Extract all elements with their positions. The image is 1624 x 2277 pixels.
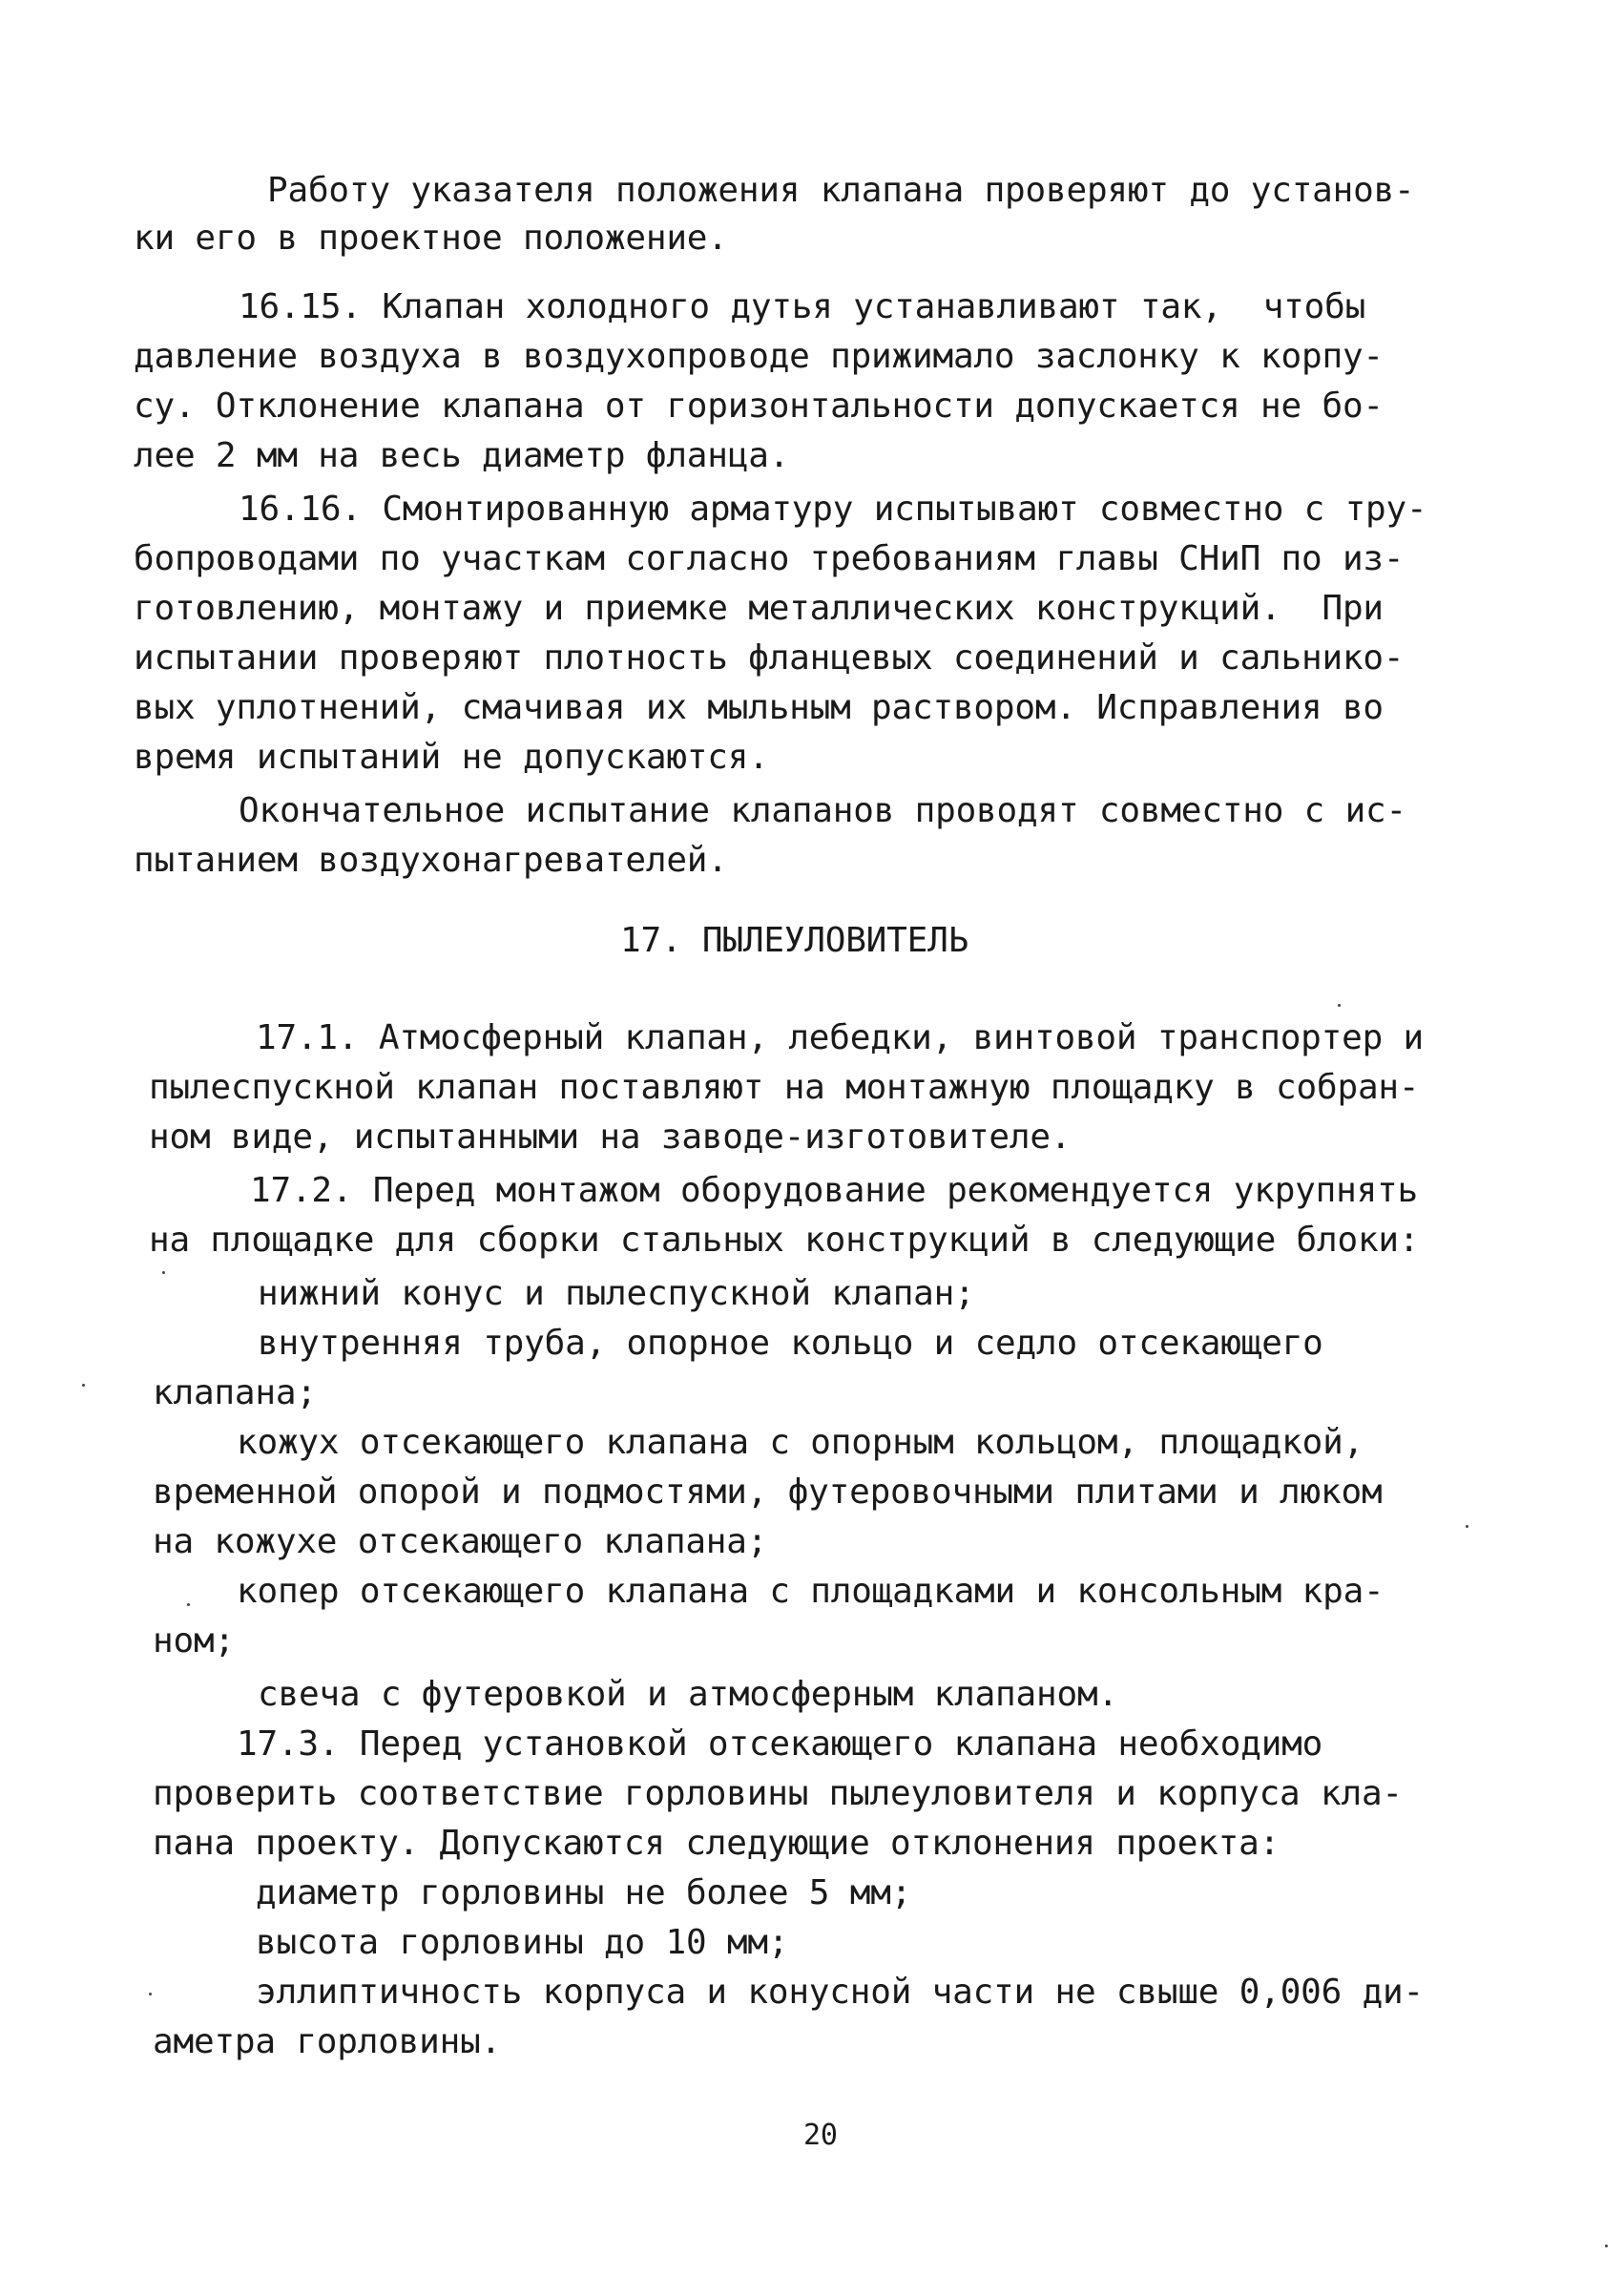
text-line: 17.3. Перед установкой отсекающего клапана необходимо [237,1724,1323,1764]
text-line: лее 2 мм на весь диаметр фланца. [134,436,790,475]
text-line: пана проекту. Допускаются следующие отклонения проекта: [153,1824,1280,1863]
text-line: ном виде, испытанными на заводе-изготовителе. [149,1118,1072,1157]
list-item: кожух отсекающего клапана с опорным кольцом, площадкой, [237,1423,1364,1462]
text-line: Работу указателя положения клапана проверяют до установ- [267,171,1415,210]
text-line: пытанием воздухонагревателей. [134,841,728,880]
list-item: свеча с футеровкой и атмосферным клапаном. [258,1675,1118,1714]
text-line: су. Отклонение клапана от горизонтальности допускается не бо- [134,386,1384,426]
list-item: нижний конус и пылеспускной клапан; [258,1274,975,1313]
list-item: на кожухе отсекающего клапана; [153,1522,768,1561]
text-line: Окончательное испытание клапанов проводят совместно с ис- [239,791,1407,830]
text-line: давление воздуха в воздухопроводе прижимало заслонку к корпу- [134,337,1384,376]
list-item: диаметр горловины не более 5 мм; [256,1873,912,1912]
list-item: высота горловины до 10 мм; [256,1923,789,1962]
scan-speck [82,1384,85,1387]
text-line: 17.2. Перед монтажом оборудование рекомендуется укрупнять [250,1171,1419,1210]
page-number: 20 [803,2119,838,2152]
text-line: 17.1. Атмосферный клапан, лебедки, винтовой транспортер и [256,1018,1425,1057]
scan-speck [1466,1525,1468,1528]
text-line: ки его в проектное положение. [134,219,728,258]
list-item: временной опорой и подмостями, футеровочными плитами и люком [153,1473,1383,1512]
list-item: клапана; [153,1373,317,1412]
scan-speck [187,1603,190,1606]
text-line: готовлению, монтажу и приемке металлических конструкций. При [134,589,1384,628]
text-line: время испытаний не допускаются. [134,738,769,777]
section-heading: 17. ПЫЛЕУЛОВИТЕЛЬ [620,921,969,960]
list-item: эллиптичность корпуса и конусной части не свыше 0,006 ди- [256,1973,1425,2012]
scan-speck [1338,1004,1341,1007]
text-line: бопроводами по участкам согласно требованиям главы СНиП по из- [134,539,1405,578]
list-item: внутренняя труба, опорное кольцо и седло отсекающего [258,1324,1323,1363]
text-line: пылеспускной клапан поставляют на монтажную площадку в собран- [149,1068,1420,1107]
scan-speck [1605,2245,1608,2247]
text-line: вых уплотнений, смачивая их мыльным раствором. Исправления во [134,688,1384,727]
text-line: 16.15. Клапан холодного дутья устанавливают так, чтобы [239,287,1366,326]
list-item: аметра горловины. [153,2022,502,2061]
scan-speck [149,1993,152,1995]
scan-speck [162,1271,165,1274]
list-item: копер отсекающего клапана с площадками и консольным кра- [237,1572,1385,1611]
text-line: на площадке для сборки стальных конструкций в следующие блоки: [149,1221,1420,1260]
list-item: ном; [153,1621,235,1661]
text-line: проверить соответствие горловины пылеуловителя и корпуса кла- [153,1774,1403,1813]
text-line: испытании проверяют плотность фланцевых соединений и сальнико- [134,638,1405,678]
text-line: 16.16. Смонтированную арматуру испытывают совместно с тру- [239,490,1427,529]
